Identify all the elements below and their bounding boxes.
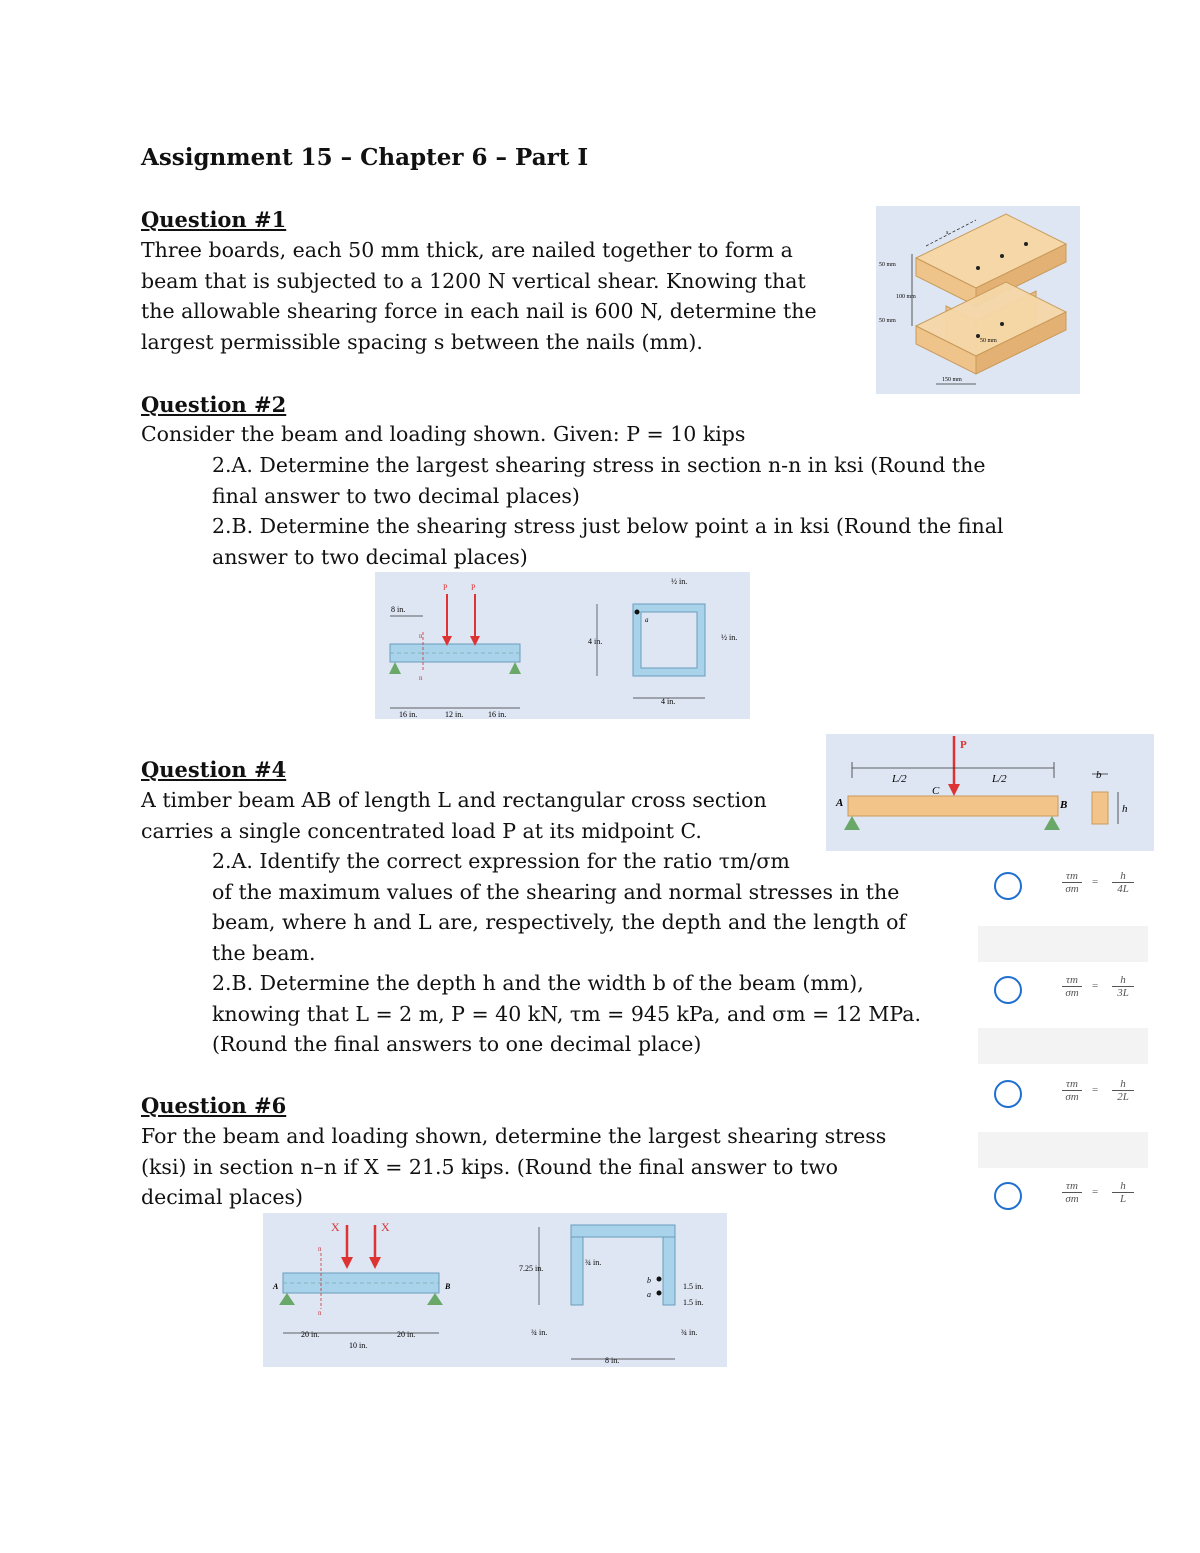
- q4-half1: L/2: [892, 773, 907, 785]
- q6-section-bot: n: [318, 1309, 322, 1317]
- q4-point-a: A: [836, 797, 844, 809]
- q4b-line: (Round the final answers to one decimal place): [212, 1032, 702, 1056]
- q2-load1: P: [443, 583, 448, 592]
- radio-button[interactable]: [994, 1182, 1022, 1210]
- choice-num: τm: [1062, 870, 1082, 883]
- equals-sign: =: [1092, 876, 1099, 888]
- q2-point-a: a: [645, 616, 649, 624]
- q4-width-b: b: [1096, 769, 1102, 781]
- q1-dim-bot: 50 mm: [879, 318, 896, 324]
- q6-span1: 20 in.: [301, 1330, 320, 1339]
- q4-heading: Question #4: [141, 757, 287, 782]
- q2-thick-side: ½ in.: [721, 633, 738, 642]
- q2-part-a: [212, 450, 986, 511]
- choice-option-3[interactable]: [978, 1074, 1148, 1114]
- q4b-line: 2.B. Determine the depth h and the width b of the beam (mm),: [212, 971, 864, 995]
- choice-option-1[interactable]: [978, 866, 1148, 906]
- q4-figure-timber-beam: [826, 734, 1154, 851]
- q6-height: 7.25 in.: [519, 1264, 544, 1273]
- equals-sign: =: [1092, 1186, 1099, 1198]
- q2-dim-top: 8 in.: [391, 605, 406, 614]
- choice-den: σm: [1065, 1091, 1079, 1103]
- q1-figure-nailed-boards: [876, 206, 1080, 394]
- q4-part-a: [212, 846, 906, 968]
- q6-section-top: n: [318, 1245, 322, 1253]
- choice-num: τm: [1062, 1180, 1082, 1193]
- q4-half2: L/2: [992, 773, 1007, 785]
- q6-point-b-mark: b: [647, 1276, 651, 1285]
- q6-load2: X: [381, 1220, 390, 1234]
- q1-line: the allowable shearing force in each nail is 600 N, determine the: [141, 299, 817, 323]
- q4-point-c: C: [932, 785, 940, 797]
- choice-den: σm: [1065, 987, 1079, 999]
- choice-num: τm: [1062, 1078, 1082, 1091]
- q6-load1: X: [331, 1220, 340, 1234]
- q1-text: [141, 235, 817, 357]
- choice-separator: [978, 1132, 1148, 1168]
- q4a-line: beam, where h and L are, respectively, the depth and the length of: [212, 910, 906, 934]
- q4a-line: 2.A. Identify the correct expression for the ratio τm/σm: [212, 849, 790, 873]
- q6-point-b: B: [445, 1282, 451, 1291]
- choice-rhs-num: h: [1112, 1078, 1134, 1091]
- q4-line: A timber beam AB of length L and rectangular cross section: [141, 788, 767, 812]
- q4-load: P: [960, 739, 967, 751]
- q2a-line: 2.A. Determine the largest shearing stress in section n-n in ksi (Round the: [212, 453, 986, 477]
- choice-den: σm: [1065, 883, 1079, 895]
- q2b-line: answer to two decimal places): [212, 544, 528, 569]
- q6-text: [141, 1121, 886, 1213]
- q1-dim-top: 50 mm: [879, 262, 896, 268]
- choice-rhs-num: h: [1112, 870, 1134, 883]
- q4-point-b: B: [1060, 799, 1068, 811]
- choice-separator: [978, 1028, 1148, 1064]
- radio-button[interactable]: [994, 976, 1022, 1004]
- q6-point-a-mark: a: [647, 1290, 651, 1299]
- q2a-line: final answer to two decimal places): [212, 483, 580, 508]
- q4-part-b: [212, 968, 921, 1060]
- q4-line: carries a single concentrated load P at its midpoint C.: [141, 818, 702, 843]
- q4b-line: knowing that L = 2 m, P = 40 kN, τm = 945 kPa, and σm = 12 MPa.: [212, 1001, 921, 1026]
- q6-point-a: A: [273, 1282, 279, 1291]
- equals-sign: =: [1092, 980, 1099, 992]
- q6-dim-b: 1.5 in.: [683, 1282, 704, 1291]
- q2b-line: 2.B. Determine the shearing stress just below point a in ksi (Round the final: [212, 514, 1004, 538]
- q1-dim-web: 50 mm: [980, 338, 997, 344]
- q2-given: Consider the beam and loading shown. Given: P = 10 kips: [141, 422, 746, 446]
- q6-heading: Question #6: [141, 1093, 287, 1118]
- q6-line: decimal places): [141, 1185, 304, 1209]
- q2-section-top: n: [419, 632, 423, 640]
- q6-thick-right: ¾ in.: [681, 1328, 698, 1337]
- q6-span3: 20 in.: [397, 1330, 416, 1339]
- choice-rhs-num: h: [1112, 1180, 1134, 1193]
- q1-line: largest permissible spacing s between the nails (mm).: [141, 329, 703, 354]
- q2-height: 4 in.: [588, 637, 603, 646]
- q6-figure-beam: [263, 1213, 727, 1367]
- q2-part-b: [212, 511, 1003, 572]
- page-title: Assignment 15 – Chapter 6 – Part I: [141, 144, 589, 171]
- choice-den: σm: [1065, 1193, 1079, 1205]
- q2-span3: 16 in.: [488, 710, 507, 719]
- choice-rhs-den: 4L: [1117, 883, 1129, 895]
- q6-thick-left: ¾ in.: [531, 1328, 548, 1337]
- q6-width: 8 in.: [605, 1356, 620, 1365]
- q1-dim-width: 150 mm: [942, 377, 962, 383]
- q2-section-bot: n: [419, 674, 423, 682]
- radio-button[interactable]: [994, 872, 1022, 900]
- q2-load2: P: [471, 583, 476, 592]
- q6-dim-a: 1.5 in.: [683, 1298, 704, 1307]
- q2-thick-top: ½ in.: [671, 577, 688, 586]
- choice-rhs-den: 3L: [1117, 987, 1129, 999]
- q1-spacing-label: s: [946, 230, 949, 236]
- q6-line: For the beam and loading shown, determine the largest shearing stress: [141, 1124, 887, 1148]
- q2-span1: 16 in.: [399, 710, 418, 719]
- q4a-line: of the maximum values of the shearing and normal stresses in the: [212, 879, 900, 904]
- equals-sign: =: [1092, 1084, 1099, 1096]
- q6-span2: 10 in.: [349, 1341, 368, 1350]
- q6-thick-top: ¾ in.: [585, 1258, 602, 1267]
- choice-option-2[interactable]: [978, 970, 1148, 1010]
- q1-line: Three boards, each 50 mm thick, are nailed together to form a: [141, 238, 793, 262]
- q2-span2: 12 in.: [445, 710, 464, 719]
- radio-button[interactable]: [994, 1080, 1022, 1108]
- q1-dim-mid: 100 mm: [896, 294, 916, 300]
- choice-rhs-den: L: [1119, 1193, 1127, 1205]
- q6-line: (ksi) in section n–n if X = 21.5 kips. (Round the final answer to two: [141, 1154, 838, 1179]
- q2-figure-beam: [375, 572, 750, 719]
- choice-num: τm: [1062, 974, 1082, 987]
- choice-separator: [978, 926, 1148, 962]
- q2-heading: Question #2: [141, 392, 287, 417]
- q1-heading: Question #1: [141, 207, 287, 232]
- q1-line: beam that is subjected to a 1200 N vertical shear. Knowing that: [141, 268, 806, 293]
- choice-option-4[interactable]: [978, 1176, 1148, 1216]
- q4-depth-h: h: [1122, 803, 1128, 815]
- q4a-line: the beam.: [212, 940, 316, 965]
- choice-rhs-den: 2L: [1117, 1091, 1129, 1103]
- q4-text: [141, 785, 767, 846]
- choice-rhs-num: h: [1112, 974, 1134, 987]
- q2-width: 4 in.: [661, 697, 676, 706]
